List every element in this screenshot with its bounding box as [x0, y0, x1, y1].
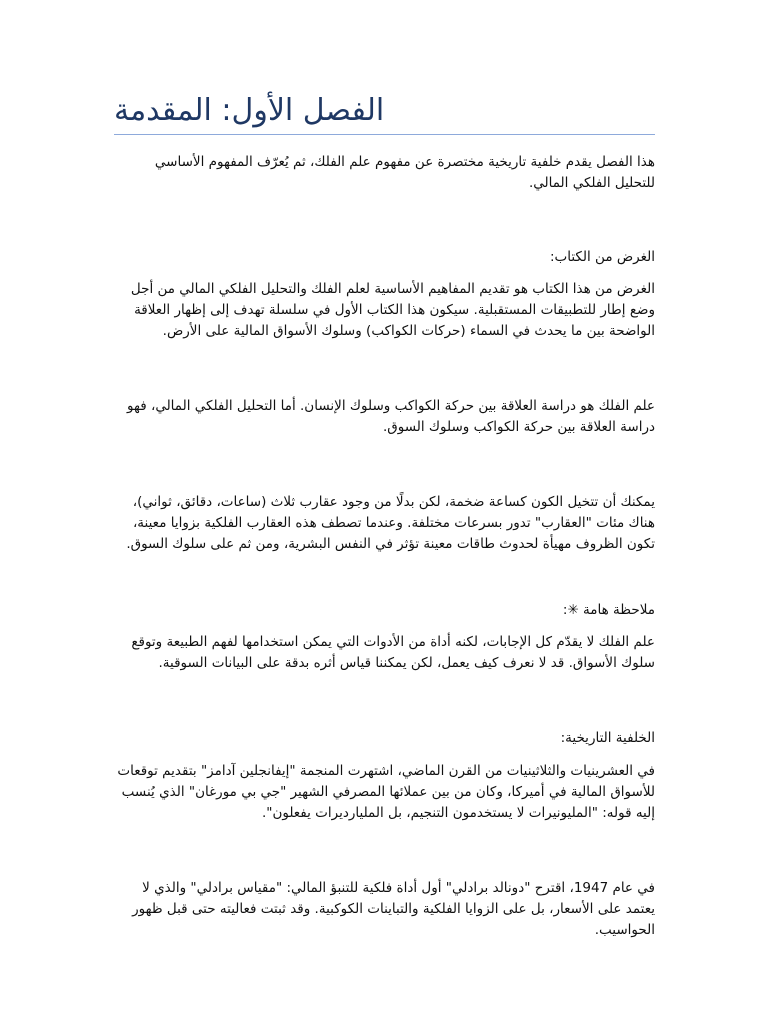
purpose-heading: الغرض من الكتاب: — [549, 249, 655, 265]
chapter-title: الفصل الأول: المقدمة — [114, 93, 385, 128]
purpose-paragraph: الغرض من هذا الكتاب هو تقديم المفاهيم الأساسية لعلم الفلك والتحليل الفلكي المالي من أجل وضع إطار للتطبيقات المستقبلية. سيكون هذا الكتاب الأول في سلسلة تهدف إلى إظهار العلاقة الواضحة بين ما يحدث في السماء (حركات الكواكب) وسلوك الأسواق المالية على الأرض. — [130, 281, 655, 339]
intro-paragraph: هذا الفصل يقدم خلفية تاريخية مختصرة عن مفهوم علم الفلك، ثم يُعرّف المفهوم الأساسي للتحليل الفلكي المالي. — [154, 154, 655, 191]
title-block — [114, 92, 655, 135]
clock-paragraph: يمكنك أن تتخيل الكون كساعة ضخمة، لكن بدلًا من وجود عقارب ثلاث (ساعات، دقائق، ثواني)، هناك مئات "العقارب" تدور بسرعات مختلفة. وعندما تصطف هذه العقارب الفلكية بزوايا معينة، تكون الظروف مهيأة لحدوث طاقات معينة تؤثر في النفس البشرية، ومن ثم على سلوك السوق. — [126, 494, 655, 552]
document-page — [114, 92, 655, 941]
note-heading: ملاحظة هامة ✳: — [562, 602, 655, 618]
history-paragraph: في العشرينيات والثلاثينيات من القرن الماضي، اشتهرت المنجمة "إيفانجلين آدامز" بتقديم توقعات للأسواق المالية في أميركا، وكان من بين عملائها المصرفي الشهير "جي بي مورغان" الذي يُنسب إليه قوله: "المليونيرات لا يستخدمون التنجيم، بل المليارديرات يفعلون". — [117, 763, 655, 821]
bradley-paragraph: في عام 1947، اقترح "دونالد برادلي" أول أداة فلكية للتنبؤ المالي: "مقياس برادلي" والذي لا يعتمد على الأسعار، بل على الزوايا الفلكية والتباينات الكوكبية. وقد ثبتت فعاليته حتى قبل ظهور الحواسيب. — [132, 880, 655, 938]
astronomy-paragraph: علم الفلك هو دراسة العلاقة بين حركة الكواكب وسلوك الإنسان. أما التحليل الفلكي المالي، فهو دراسة العلاقة بين حركة الكواكب وسلوك السوق. — [127, 398, 655, 435]
history-heading: الخلفية التاريخية: — [560, 730, 655, 746]
note-paragraph: علم الفلك لا يقدّم كل الإجابات، لكنه أداة من الأدوات التي يمكن استخدامها لفهم الطبيعة وتوقع سلوك الأسواق. قد لا نعرف كيف يعمل، لكن يمكننا قياس أثره بدقة على البيانات السوقية. — [131, 634, 655, 671]
